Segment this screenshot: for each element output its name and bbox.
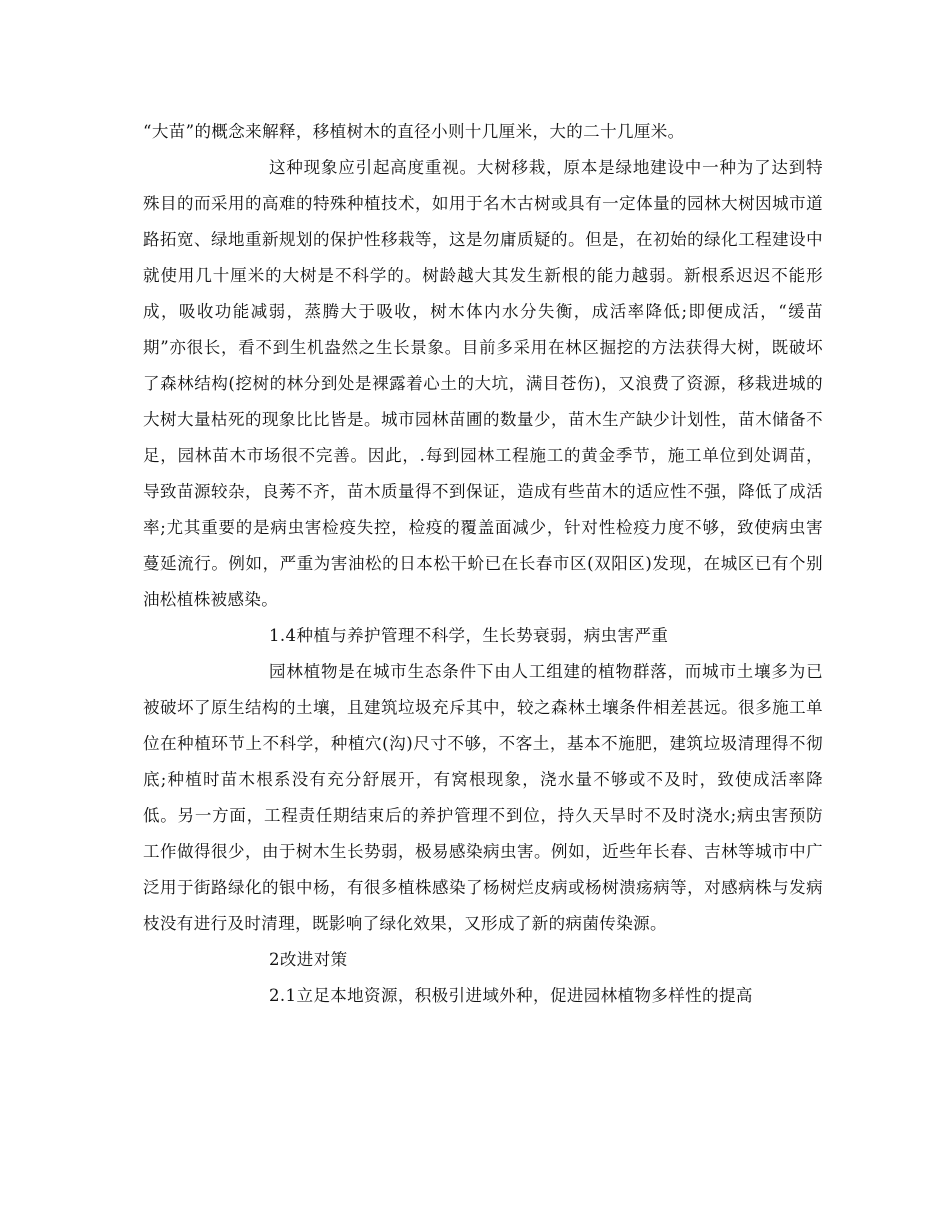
section-heading-1-4: 1.4种植与养护管理不科学，生长势衰弱，病虫害严重 <box>269 626 669 645</box>
document-body <box>143 114 823 1014</box>
paragraph-big-tree-transplant: 这种现象应引起高度重视。大树移栽，原本是绿地建设中一种为了达到特殊目的而采用的高难的特殊种植技术，如用于名木古树或具有一定体量的园林大树因城市道路拓宽、绿地重新规划的保护性移栽等，这是勿庸质疑的。但是，在初始的绿化工程建设中就使用几十厘米的大树是不科学的。树龄越大其发生新根的能力越弱。新根系迟迟不能形成，吸收功能减弱，蒸腾大于吸收，树木体内水分失衡，成活率降低;即便成活，“缓苗期”亦很长，看不到生机盎然之生长景象。目前多采用在林区掘挖的方法获得大树，既破坏了森林结构(挖树的林分到处是裸露着心土的大坑，满目苍伤)，又浪费了资源，移栽进城的大树大量枯死的现象比比皆是。城市园林苗圃的数量少，苗木生产缺少计划性，苗木储备不足，园林苗木市场很不完善。因此，.每到园林工程施工的黄金季节，施工单位到处调苗，导致苗源较杂，良莠不齐，苗木质量得不到保证，造成有些苗木的适应性不强，降低了成活率;尤其重要的是病虫害检疫失控，检疫的覆盖面减少，针对性检疫力度不够，致使病虫害蔓延流行。例如，严重为害油松的日本松干蚧已在长春市区(双阳区)发现，在城区已有个别油松植株被感染。 <box>143 158 823 609</box>
paragraph-planting-maintenance: 园林植物是在城市生态条件下由人工组建的植物群落，而城市土壤多为已被破坏了原生结构的土壤，且建筑垃圾充斥其中，较之森林土壤条件相差甚远。很多施工单位在种植环节上不科学，种植穴(沟)尺寸不够，不客土，基本不施肥，建筑垃圾清理得不彻底;种植时苗木根系没有充分舒展开，有窝根现象，浇水量不够或不及时，致使成活率降低。另一方面，工程责任期结束后的养护管理不到位，持久天旱时不及时浇水;病虫害预防工作做得很少，由于树木生长势弱，极易感染病虫害。例如，近些年长春、吉林等城市中广泛用于街路绿化的银中杨，有很多植株感染了杨树烂皮病或杨树溃疡病等，对感病株与发病枝没有进行及时清理，既影响了绿化效果，又形成了新的病菌传染源。 <box>143 662 823 933</box>
paragraph-continuation: “大苗”的概念来解释，移植树木的直径小则十几厘米，大的二十几厘米。 <box>143 122 685 141</box>
section-heading-2-1: 2.1立足本地资源，积极引进域外种，促进园林植物多样性的提高 <box>269 986 753 1005</box>
section-heading-2: 2改进对策 <box>269 950 348 969</box>
